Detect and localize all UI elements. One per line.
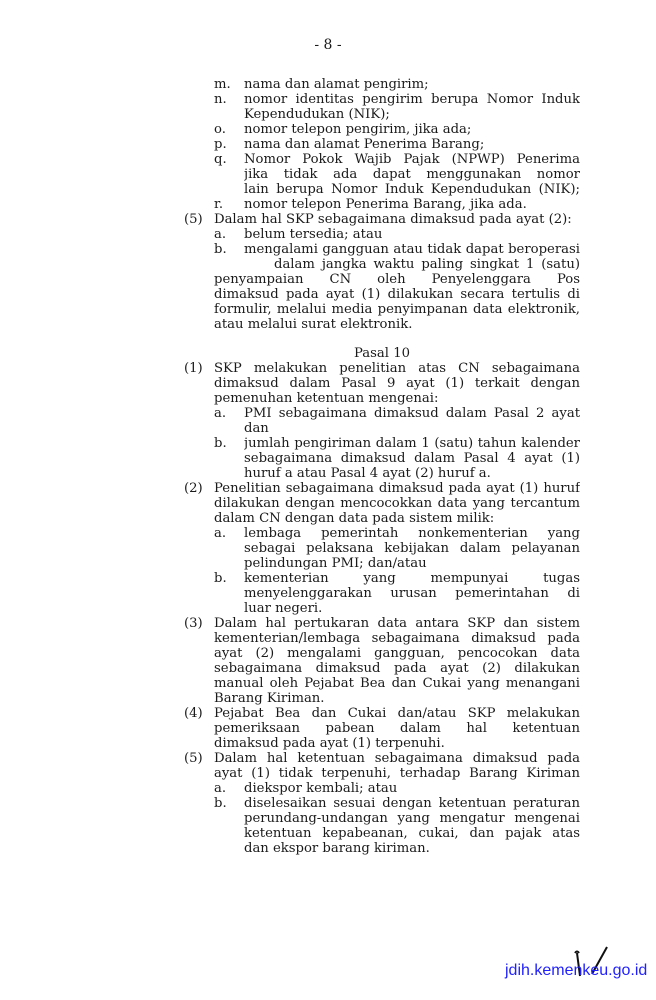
item-label: q. xyxy=(214,152,227,167)
text-line xyxy=(184,212,580,227)
sub-item xyxy=(184,122,580,137)
line-text: dalam CN dengan data pada sistem milik: xyxy=(214,511,495,526)
text-line xyxy=(184,287,580,302)
line-text: jumlah pengiriman dalam 1 (satu) tahun kalender xyxy=(244,436,580,451)
item-label: b. xyxy=(214,436,227,451)
line-text: dimaksud pada ayat (1) terpenuhi. xyxy=(214,736,445,751)
line-text: pemeriksaan pabean dalam hal ketentuan xyxy=(214,721,580,736)
item-label: m. xyxy=(214,77,231,92)
paragraph-item xyxy=(184,751,580,781)
text-line xyxy=(184,841,580,856)
line-text: menyelenggarakan urusan pemerintahan di xyxy=(244,586,580,601)
text-line xyxy=(184,272,580,287)
line-text: Dalam hal pertukaran data antara SKP dan sistem xyxy=(214,616,580,631)
paragraph-item xyxy=(184,272,580,332)
line-text: belum tersedia; atau xyxy=(244,227,383,242)
text-line xyxy=(184,511,580,526)
text-line xyxy=(184,152,580,167)
text-line xyxy=(184,826,580,841)
article-heading: Pasal 10 xyxy=(354,346,410,361)
line-text: manual oleh Pejabat Bea dan Cukai yang menangani xyxy=(214,676,580,691)
line-text: kementerian yang mempunyai tugas xyxy=(244,571,580,586)
item-label: n. xyxy=(214,92,227,107)
document-body xyxy=(184,77,580,856)
line-text: lain berupa Nomor Induk Kependudukan (NIK); xyxy=(244,182,580,197)
text-line xyxy=(184,481,580,496)
text-line xyxy=(184,586,580,601)
line-text: dimaksud dalam Pasal 9 ayat (1) terkait dengan xyxy=(214,376,580,391)
line-text: dan xyxy=(244,421,269,436)
text-line xyxy=(184,242,580,257)
text-line xyxy=(184,406,580,421)
sub-item xyxy=(184,796,580,856)
line-text: ayat (1) tidak terpenuhi, terhadap Barang Kiriman xyxy=(214,766,580,781)
line-text: SKP melakukan penelitian atas CN sebagaimana xyxy=(214,361,580,376)
line-text: nomor telepon Penerima Barang, jika ada. xyxy=(244,197,527,212)
text-line xyxy=(184,811,580,826)
sub-item xyxy=(184,152,580,197)
line-text: nomor identitas pengirim berupa Nomor Induk xyxy=(244,92,580,107)
line-text: luar negeri. xyxy=(244,601,323,616)
line-text: Dalam hal ketentuan sebagaimana dimaksud pada xyxy=(214,751,580,766)
item-label: (1) xyxy=(184,361,203,376)
line-text: Barang Kiriman. xyxy=(214,691,325,706)
item-label: r. xyxy=(214,197,224,212)
text-line xyxy=(184,781,580,796)
line-text: formulir, melalui media penyimpanan data elektronik, xyxy=(214,302,580,317)
text-line xyxy=(184,556,580,571)
text-line xyxy=(184,451,580,466)
item-label: o. xyxy=(214,122,226,137)
line-text: mengalami gangguan atau tidak dapat beroperasi xyxy=(244,242,580,257)
line-text: ketentuan kepabeanan, cukai, dan pajak atas xyxy=(244,826,580,841)
text-line xyxy=(184,691,580,706)
line-text: diselesaikan sesuai dengan ketentuan peraturan xyxy=(244,796,580,811)
item-label: p. xyxy=(214,137,227,152)
text-line xyxy=(184,361,580,376)
line-text: Pejabat Bea dan Cukai dan/atau SKP melakukan xyxy=(214,706,580,721)
text-line xyxy=(184,676,580,691)
text-line xyxy=(184,601,580,616)
line-text: dilakukan dengan mencocokkan data yang tercantum xyxy=(214,496,580,511)
text-line xyxy=(184,496,580,511)
text-line xyxy=(184,317,580,332)
text-line xyxy=(184,751,580,766)
line-text: sebagaimana dimaksud dalam Pasal 4 ayat (1) xyxy=(244,451,580,466)
line-text: dalam jangka waktu paling singkat 1 (satu) xyxy=(274,257,580,272)
text-line xyxy=(184,706,580,721)
line-text: jika tidak ada dapat menggunakan nomor xyxy=(244,167,580,182)
line-text: nama dan alamat pengirim; xyxy=(244,77,429,92)
line-text: lembaga pemerintah nonkementerian yang xyxy=(244,526,580,541)
item-label: (2) xyxy=(184,481,203,496)
text-line xyxy=(184,616,580,631)
sub-item xyxy=(184,436,580,481)
item-label: a. xyxy=(214,781,227,796)
paragraph-item xyxy=(184,212,580,227)
line-text: atau melalui surat elektronik. xyxy=(214,317,413,332)
text-line xyxy=(184,257,580,272)
item-label: a. xyxy=(214,227,227,242)
paragraph-item xyxy=(184,361,580,406)
text-line xyxy=(184,137,580,152)
line-text: Penelitian sebagaimana dimaksud pada ayat (1) huruf xyxy=(214,481,580,496)
text-line xyxy=(184,376,580,391)
text-line xyxy=(184,302,580,317)
line-text: dan ekspor barang kiriman. xyxy=(244,841,430,856)
text-line xyxy=(184,92,580,107)
sub-item xyxy=(184,197,580,212)
sub-item xyxy=(184,77,580,92)
text-line xyxy=(184,167,580,182)
text-line xyxy=(184,77,580,92)
item-label: (5) xyxy=(184,212,203,227)
text-line xyxy=(184,526,580,541)
item-label: (4) xyxy=(184,706,203,721)
paragraph-item xyxy=(184,706,580,751)
paragraph-item xyxy=(184,481,580,526)
item-label: b. xyxy=(214,796,227,811)
text-line xyxy=(184,107,580,122)
text-line xyxy=(184,766,580,781)
sub-item xyxy=(184,137,580,152)
line-text: huruf a atau Pasal 4 ayat (2) huruf a. xyxy=(244,466,491,481)
text-line xyxy=(184,421,580,436)
item-label: (5) xyxy=(184,751,203,766)
text-line xyxy=(184,736,580,751)
line-text: nomor telepon pengirim, jika ada; xyxy=(244,122,472,137)
line-text: Nomor Pokok Wajib Pajak (NPWP) Penerima xyxy=(244,152,580,167)
line-text: kementerian/lembaga sebagaimana dimaksud pada xyxy=(214,631,580,646)
line-text: sebagai pelaksana kebijakan dalam pelayanan xyxy=(244,541,580,556)
text-line xyxy=(184,721,580,736)
line-text: ayat (2) mengalami gangguan, pencocokan data xyxy=(214,646,580,661)
line-text: dimaksud pada ayat (1) dilakukan secara tertulis di xyxy=(214,287,580,302)
text-line xyxy=(184,646,580,661)
item-label: b. xyxy=(214,571,227,586)
sub-item xyxy=(184,781,580,796)
line-text: Kependudukan (NIK); xyxy=(244,107,390,122)
sub-item xyxy=(184,227,580,242)
paragraph-item xyxy=(184,616,580,706)
text-line xyxy=(184,661,580,676)
text-line xyxy=(184,182,580,197)
text-line xyxy=(184,122,580,137)
line-text: perundang-undangan yang mengatur mengenai xyxy=(244,811,580,826)
text-line xyxy=(184,571,580,586)
line-text: sebagaimana dimaksud pada ayat (2) dilakukan xyxy=(214,661,580,676)
item-label: a. xyxy=(214,406,227,421)
item-label: b. xyxy=(214,242,227,257)
text-line xyxy=(184,197,580,212)
line-text: pemenuhan ketentuan mengenai: xyxy=(214,391,439,406)
page-number: - 8 - xyxy=(314,37,342,53)
text-line xyxy=(184,541,580,556)
text-line xyxy=(184,227,580,242)
line-text: penyampaian CN oleh Penyelenggara Pos xyxy=(214,272,580,287)
sub-item xyxy=(184,242,580,272)
line-text: Dalam hal SKP sebagaimana dimaksud pada ayat (2): xyxy=(214,212,572,227)
item-label: a. xyxy=(214,526,227,541)
text-line xyxy=(184,466,580,481)
text-line xyxy=(184,436,580,451)
line-text: diekspor kembali; atau xyxy=(244,781,398,796)
line-text: pelindungan PMI; dan/atau xyxy=(244,556,427,571)
item-label: (3) xyxy=(184,616,203,631)
sub-item xyxy=(184,92,580,122)
line-text: nama dan alamat Penerima Barang; xyxy=(244,137,485,152)
sub-item xyxy=(184,571,580,616)
text-line xyxy=(184,631,580,646)
sub-item xyxy=(184,406,580,436)
sub-item xyxy=(184,526,580,571)
text-line xyxy=(184,391,580,406)
line-text: PMI sebagaimana dimaksud dalam Pasal 2 ayat xyxy=(244,406,580,421)
text-line xyxy=(184,796,580,811)
footer-watermark-link[interactable]: jdih.kemenkeu.go.id xyxy=(505,962,648,979)
